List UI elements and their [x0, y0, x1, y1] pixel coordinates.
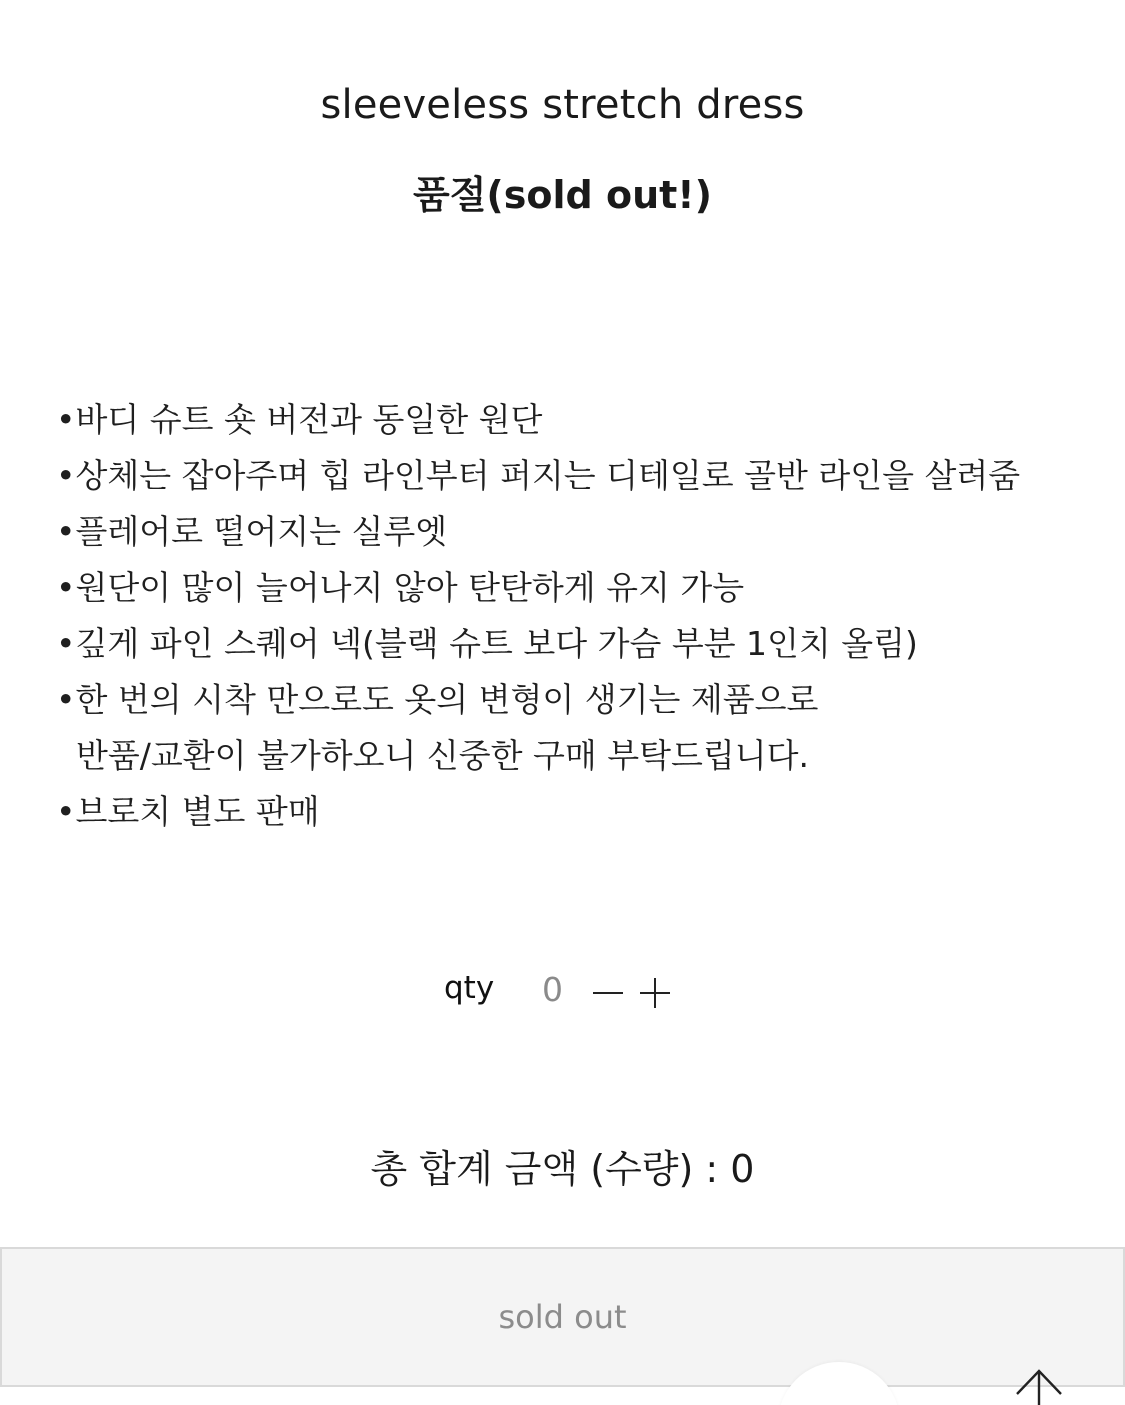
- description-item: •상체는 잡아주며 힙 라인부터 퍼지는 디테일로 골반 라인을 살려줌: [56, 456, 1021, 495]
- description-item: •한 번의 시착 만으로도 옷의 변형이 생기는 제품으로: [56, 680, 819, 719]
- sold-out-button[interactable]: sold out: [0, 1247, 1125, 1387]
- plus-icon[interactable]: [638, 966, 672, 1018]
- sold-out-status: 품절(sold out!): [413, 173, 712, 217]
- description-item: •플레어로 떨어지는 실루엣: [56, 512, 448, 551]
- scroll-top-button[interactable]: [1012, 1366, 1066, 1405]
- description-item: •바디 슈트 숏 버전과 동일한 원단: [56, 400, 543, 439]
- quantity-value: 0: [542, 970, 563, 1009]
- description-item: •원단이 많이 늘어나지 않아 탄탄하게 유지 가능: [56, 568, 745, 607]
- product-title: sleeveless stretch dress: [320, 82, 805, 128]
- description-item: •브로치 별도 판매: [56, 792, 320, 831]
- description-item: •깊게 파인 스퀘어 넥(블랙 슈트 보다 가슴 부분 1인치 올림): [56, 624, 918, 663]
- product-description-list: [56, 392, 1076, 840]
- description-item-continuation: 반품/교환이 불가하오니 신중한 구매 부탁드립니다.: [76, 736, 810, 775]
- quantity-stepper: [0, 966, 1125, 1018]
- arrow-up-icon: [1012, 1366, 1066, 1405]
- quantity-label: qty: [444, 970, 495, 1006]
- minus-icon[interactable]: [591, 966, 625, 1018]
- total-amount: 총 합계 금액 (수량) : 0: [370, 1147, 755, 1191]
